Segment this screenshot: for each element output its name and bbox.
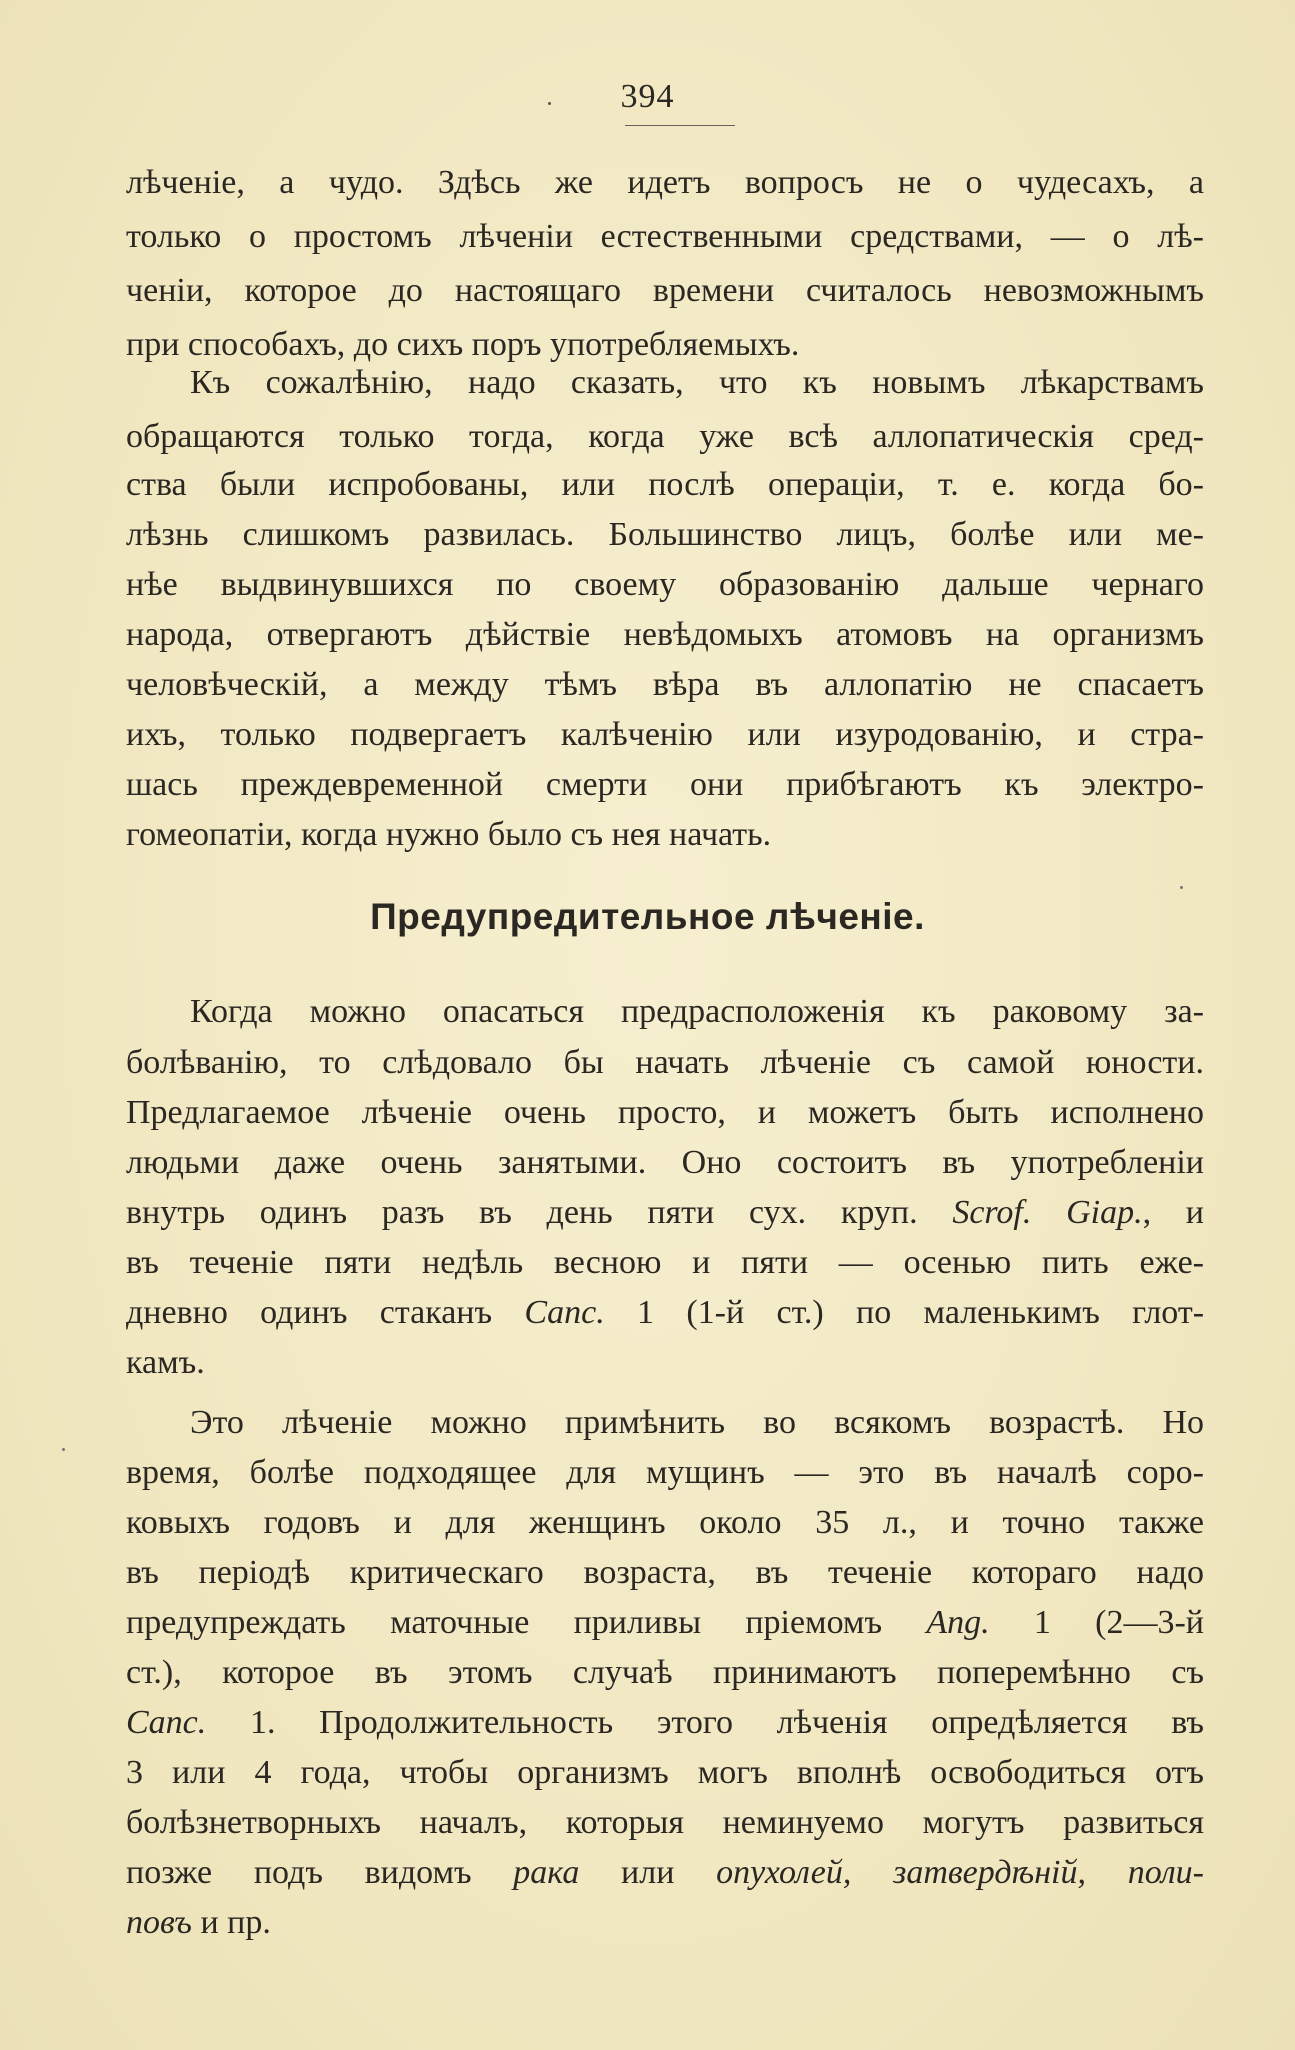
text-run: 1 (2—3-й bbox=[1033, 1604, 1204, 1641]
remedy-name-italic: Canc. bbox=[126, 1704, 207, 1741]
text-line: нѣе выдвинувшихся по своему образованію дальше чернаго bbox=[126, 566, 1204, 603]
text-line bbox=[126, 1846, 1204, 1900]
text-line: при способахъ, до сихъ поръ употребляемыхъ. bbox=[126, 326, 800, 363]
disease-term-italic: рака bbox=[513, 1854, 580, 1891]
disease-term-italic: повъ bbox=[126, 1904, 192, 1941]
text-line: камъ. bbox=[126, 1344, 205, 1381]
text-line: Когда можно опасаться предрасположенія къ раковому за- bbox=[190, 993, 1204, 1030]
text-line bbox=[126, 1286, 1204, 1340]
text-line: 3 или 4 года, чтобы организмъ могъ вполнѣ освободиться отъ bbox=[126, 1754, 1204, 1791]
text-line: только о простомъ лѣченіи естественными средствами, — о лѣ- bbox=[126, 218, 1204, 255]
text-line: обращаются только тогда, когда уже всѣ аллопатическія сред- bbox=[126, 418, 1204, 455]
text-line: въ періодѣ критическаго возраста, въ теченіе котораго надо bbox=[126, 1554, 1204, 1591]
text-run: и пр. bbox=[200, 1904, 271, 1941]
text-line: человѣческій, а между тѣмъ вѣра въ аллопатію не спасаетъ bbox=[126, 666, 1204, 703]
remedy-name-italic: Canc. bbox=[524, 1294, 605, 1331]
text-run: внутрь одинъ разъ въ день пяти сух. круп. bbox=[126, 1194, 918, 1231]
text-line bbox=[126, 1896, 1204, 1950]
text-run: позже подъ видомъ bbox=[126, 1854, 472, 1891]
text-line: время, болѣе подходящее для мущинъ — это въ началѣ соро- bbox=[126, 1454, 1204, 1491]
text-run: предупреждать маточные приливы пріемомъ bbox=[126, 1604, 883, 1641]
text-line: болѣзнетворныхъ началъ, которыя неминуемо могутъ развиться bbox=[126, 1804, 1204, 1841]
text-line: ст.), которое въ этомъ случаѣ принимаютъ поперемѣнно съ bbox=[126, 1654, 1204, 1691]
section-heading: Предупредительное лѣченіе. bbox=[370, 896, 925, 937]
text-run: дневно одинъ стаканъ bbox=[126, 1294, 493, 1331]
text-line: народа, отвергаютъ дѣйствіе невѣдомыхъ атомовъ на организмъ bbox=[126, 616, 1204, 653]
ink-speck bbox=[1180, 886, 1183, 889]
text-line: ченіи, которое до настоящаго времени считалось невозможнымъ bbox=[126, 272, 1204, 309]
text-line bbox=[126, 1696, 1204, 1750]
text-line: людьми даже очень занятыми. Оно состоитъ въ употребленіи bbox=[126, 1144, 1204, 1181]
disease-term-italic: затвердѣній, bbox=[893, 1854, 1087, 1891]
disease-term-italic: опухолей, bbox=[716, 1854, 852, 1891]
text-line: гомеопатіи, когда нужно было съ нея начать. bbox=[126, 816, 772, 853]
text-line bbox=[126, 1186, 1204, 1240]
page-number-rule bbox=[625, 125, 735, 126]
text-line: ства были испробованы, или послѣ операціи, т. е. когда бо- bbox=[126, 466, 1204, 503]
ink-speck bbox=[62, 1448, 65, 1451]
disease-term-italic: поли- bbox=[1127, 1854, 1205, 1891]
text-line: Это лѣченіе можно примѣнить во всякомъ возрастѣ. Но bbox=[190, 1404, 1204, 1441]
text-line: Предлагаемое лѣченіе очень просто, и можетъ быть исполнено bbox=[126, 1094, 1204, 1131]
text-line: ковыхъ годовъ и для женщинъ около 35 л., и точно также bbox=[126, 1504, 1204, 1541]
remedy-name-italic: Scrof. Giap. bbox=[952, 1194, 1143, 1231]
text-line bbox=[126, 1596, 1204, 1650]
remedy-name-italic: Ang. bbox=[926, 1604, 990, 1641]
text-line: ихъ, только подвергаетъ калѣченію или изуродованію, и стра- bbox=[126, 716, 1204, 753]
page-number: 394 bbox=[620, 78, 675, 115]
text-line: лѣченіе, а чудо. Здѣсь же идетъ вопросъ не о чудесахъ, а bbox=[126, 164, 1204, 201]
text-line: лѣзнь слишкомъ развилась. Большинство лицъ, болѣе или ме- bbox=[126, 516, 1204, 553]
text-run: 1 (1-й ст.) по маленькимъ глот- bbox=[637, 1294, 1205, 1331]
text-run: или bbox=[621, 1854, 675, 1891]
text-line: болѣванію, то слѣдовало бы начать лѣченіе съ самой юности. bbox=[126, 1044, 1204, 1081]
text-line: шась преждевременной смерти они прибѣгаютъ къ электро- bbox=[126, 766, 1204, 803]
text-line: Къ сожалѣнію, надо сказать, что къ новымъ лѣкарствамъ bbox=[190, 364, 1204, 401]
text-run: 1. Продолжительность этого лѣченія опредѣляется въ bbox=[249, 1704, 1204, 1741]
text-line: въ теченіе пяти недѣль весною и пяти — осенью пить еже- bbox=[126, 1244, 1204, 1281]
text-run: , и bbox=[1142, 1194, 1204, 1231]
